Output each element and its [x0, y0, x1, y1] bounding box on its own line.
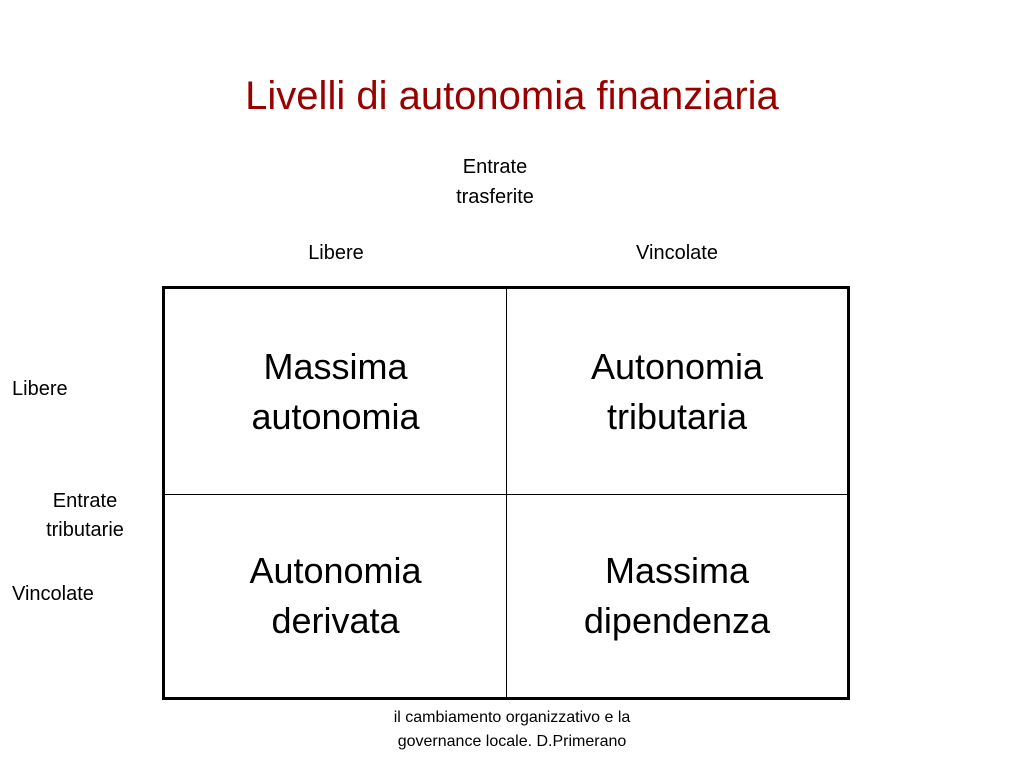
row-label-vincolate: Vincolate	[12, 583, 94, 605]
matrix-cell-top-left	[165, 289, 507, 495]
matrix-cell-bottom-right	[507, 495, 847, 697]
matrix-cell-top-left-line2: autonomia	[251, 395, 420, 437]
matrix-cell-top-right-line1: Autonomia	[590, 345, 764, 387]
column-label-libere: Libere	[308, 242, 364, 264]
matrix-cell-bottom-left-line1: Autonomia	[249, 550, 422, 591]
column-group-label	[395, 152, 595, 212]
matrix-cell-top-right	[507, 289, 847, 495]
matrix-cell-bottom-left	[165, 495, 507, 697]
column-label-vincolate: Vincolate	[636, 242, 718, 264]
column-group-label-line1: Entrate	[462, 156, 528, 178]
matrix-cell-bottom-right-line2: dipendenza	[583, 600, 771, 641]
slide-footer-line1: il cambiamento organizzativo e la	[393, 709, 631, 726]
row-group-label-line2: tributarie	[46, 519, 124, 541]
slide-footer	[312, 706, 712, 754]
slide-footer-line2: governance locale. D.Primerano	[397, 733, 627, 750]
matrix-cell-bottom-right-line1: Massima	[604, 550, 749, 591]
row-group-label	[20, 487, 150, 545]
row-group-label-line1: Entrate	[52, 490, 118, 512]
slide-title: Livelli di autonomia finanziaria	[245, 74, 779, 118]
autonomy-matrix	[162, 286, 850, 700]
matrix-cell-top-left-line1: Massima	[263, 345, 408, 387]
matrix-cell-top-right-line2: tributaria	[606, 395, 748, 437]
row-label-libere: Libere	[12, 378, 68, 400]
matrix-cell-bottom-left-line2: derivata	[271, 600, 400, 641]
column-group-label-line2: trasferite	[456, 186, 534, 208]
